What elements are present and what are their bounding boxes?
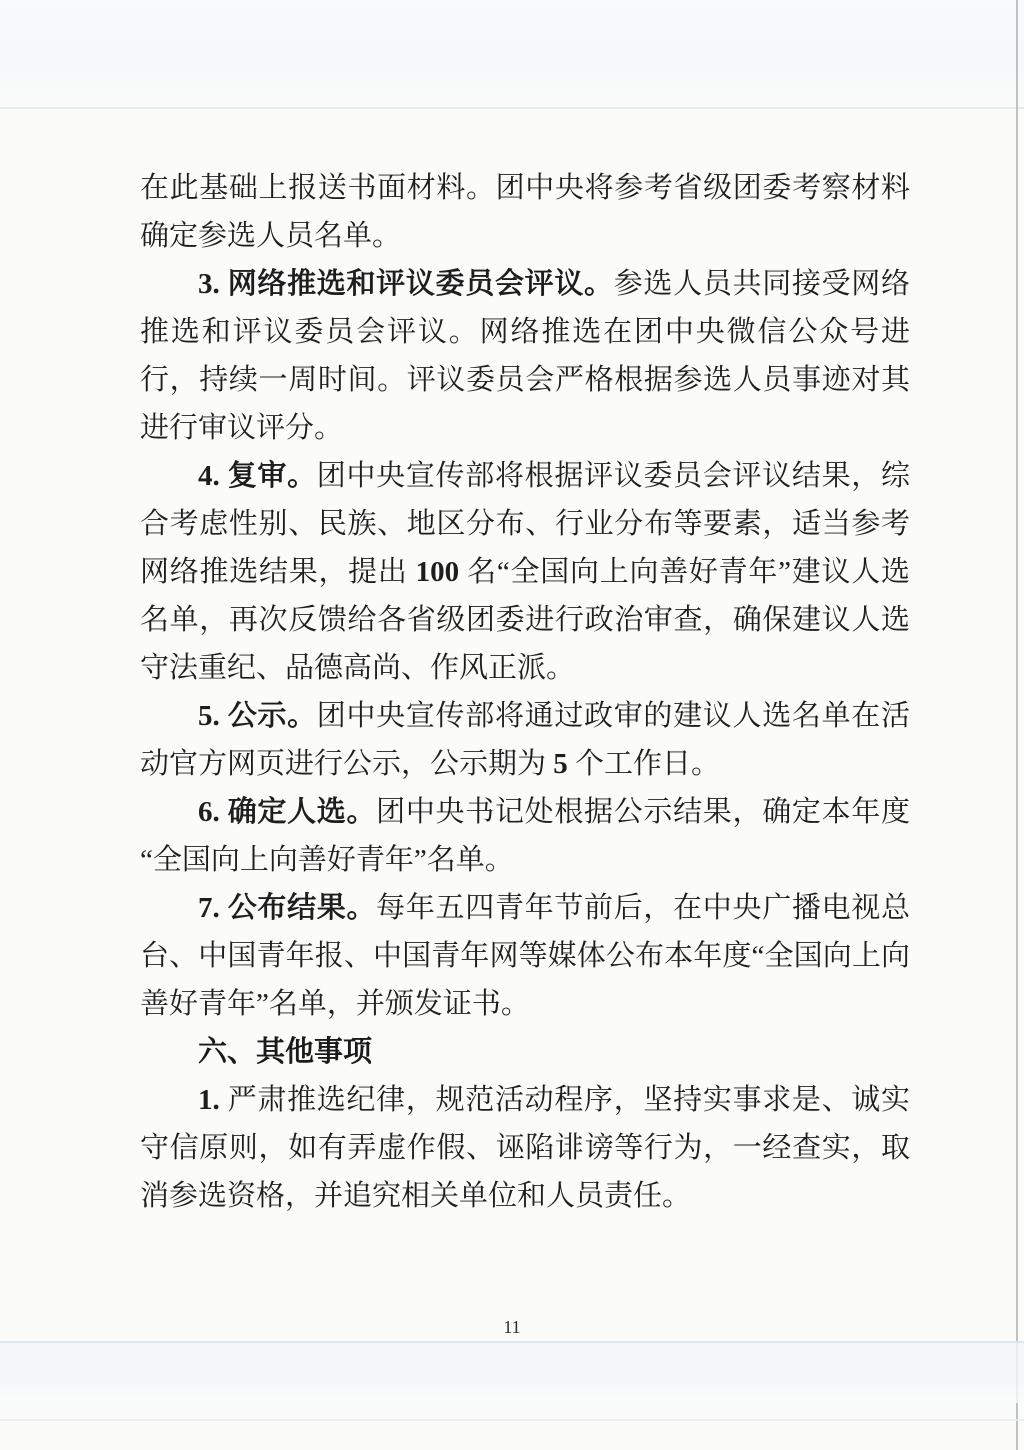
text-run: 严肃推选纪律，规范活动程序，坚持实事求是、诚实守信原则，如有弄虚作假、诬陷诽谤等行为，一经查实，取消参选资格，并追究相关单位和人员责任。 — [140, 1084, 910, 1212]
paragraph-continuation — [140, 164, 910, 260]
text-run: 参选人员共同接受网络推选和评议委员会评议。网络推选在团中央微信公众号进行，持续一周时间。评议委员会严格根据参选人员事迹对其进行审议评分。 — [140, 268, 910, 444]
text-run: 在此基础上报送书面材料。团中央将参考省级团委考察材料确定参选人员名单。 — [140, 172, 910, 252]
document-body — [140, 164, 910, 1220]
scan-artifact-top-line — [0, 107, 1024, 109]
text-run-bold: 3. 网络推选和评议委员会评议。 — [198, 268, 614, 300]
text-run: 名“全国向上向善好青年”建议人选名单，再次反馈给各省级团委进行政治审查，确保建议人选守法重纪、品德高尚、作风正派。 — [140, 556, 910, 684]
scan-artifact-bottom-band — [0, 1343, 1024, 1403]
scan-artifact-bottom-line-2 — [0, 1419, 1024, 1421]
text-run: 团中央书记处根据公示结果，确定本年度“全国向上向善好青年”名单。 — [140, 796, 910, 876]
paragraph-item-3 — [140, 260, 910, 452]
text-run-bold: 6. 确定人选。 — [198, 796, 377, 828]
paragraph-item-5 — [140, 692, 910, 788]
text-run-bold: 5 — [553, 748, 568, 780]
text-run-bold: 100 — [415, 556, 460, 588]
text-run-bold: 4. 复审。 — [198, 460, 317, 492]
text-run: 团中央宣传部将根据评议委员会评议结果，综合考虑性别、民族、地区分布、行业分布等要素，适当参考网络推选结果，提出 — [140, 460, 910, 588]
text-run: 每年五四青年节前后，在中央广播电视总台、中国青年报、中国青年网等媒体公布本年度“全国向上向善好青年”名单，并颁发证书。 — [140, 892, 910, 1020]
paragraph-item-6 — [140, 788, 910, 884]
scan-artifact-right-edge-line — [1016, 0, 1018, 1450]
text-run-bold: 7. 公布结果。 — [198, 892, 377, 924]
page-number: 11 — [503, 1317, 521, 1337]
text-run: 个工作日。 — [567, 748, 721, 780]
paragraph-item-1-other — [140, 1076, 910, 1220]
paragraph-item-7 — [140, 884, 910, 1028]
text-run: 团中央宣传部将通过政审的建议人选名单在活动官方网页进行公示，公示期为 — [140, 700, 910, 780]
text-run-bold: 5. 公示。 — [198, 700, 317, 732]
scan-artifact-top-band — [0, 0, 1024, 112]
paragraph-item-4 — [140, 452, 910, 692]
section-heading: 六、其他事项 — [198, 1036, 373, 1068]
text-run-bold: 1. — [198, 1084, 228, 1116]
